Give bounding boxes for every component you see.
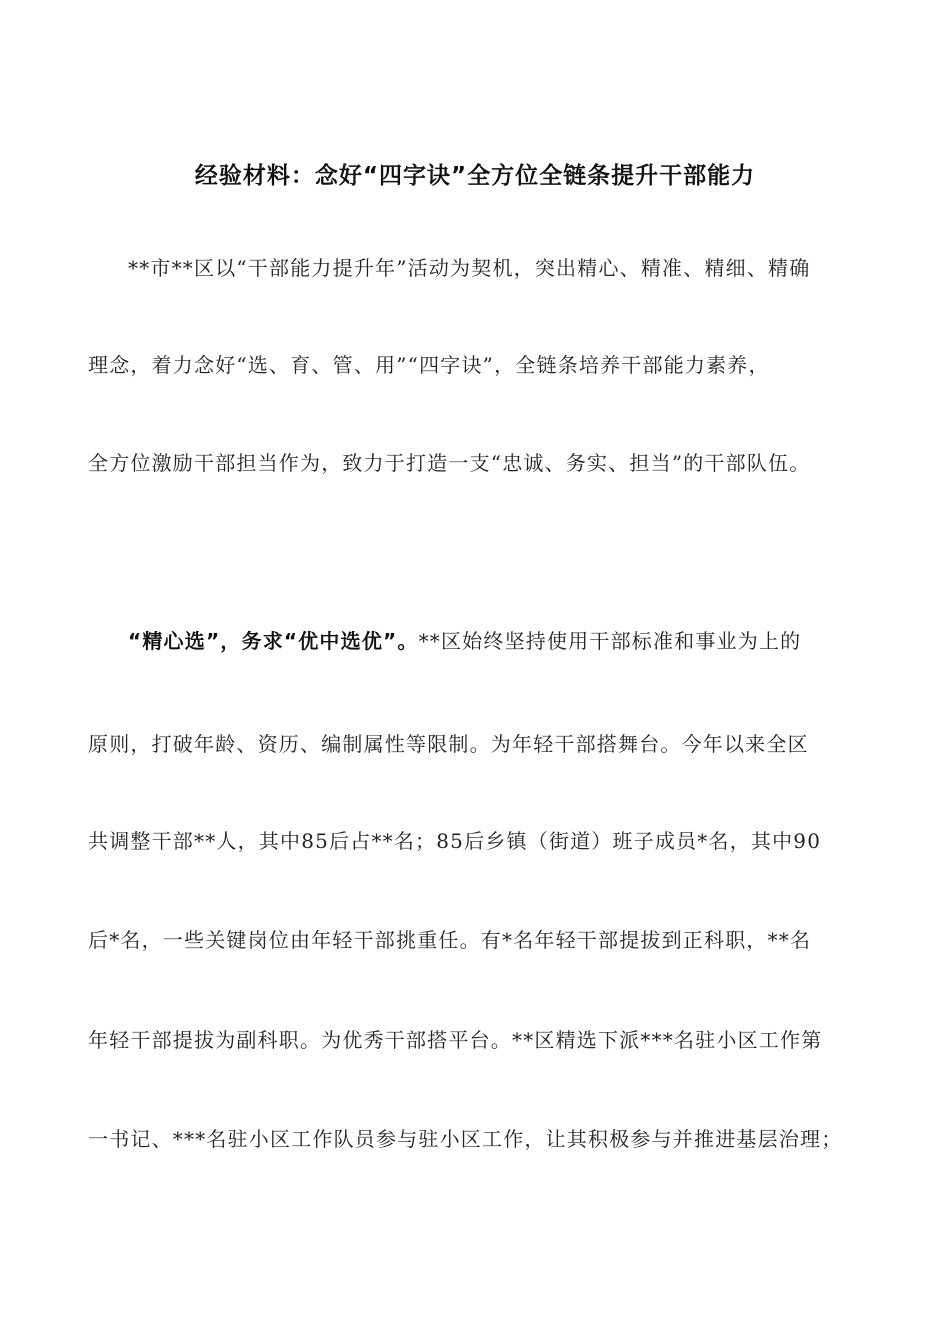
section1-line-4: 后*名，一些关键岗位由年轻干部挑重任。有*名年轻干部提拔到正科职，**名	[88, 928, 812, 952]
intro-line-2: 理念，着力念好“选、育、管、用”“四字诀”，全链条培养干部能力素养，	[88, 353, 770, 377]
intro-line-1: **市**区以“干部能力提升年”活动为契机，突出精心、精准、精细、精确	[128, 256, 811, 280]
section1-line-3: 共调整干部**人，其中85后占**名；85后乡镇（街道）班子成员*名，其中90	[88, 829, 822, 853]
section1-first-line	[128, 626, 878, 656]
section1-line-5: 年轻干部提拔为副科职。为优秀干部搭平台。**区精选下派***名驻小区工作第	[88, 1028, 823, 1052]
document-title: 经验材料：念好“四字诀”全方位全链条提升干部能力	[194, 163, 756, 189]
intro-line-3: 全方位激励干部担当作为，致力于打造一支“忠诚、务实、担当”的干部队伍。	[88, 451, 811, 475]
section1-first-line-text: **区始终坚持使用干部标准和事业为上的	[418, 629, 802, 653]
section1-line-2: 原则，打破年龄、资历、编制属性等限制。为年轻干部搭舞台。今年以来全区	[88, 732, 809, 756]
section1-line-6: 一书记、***名驻小区工作队员参与驻小区工作，让其积极参与并推进基层治理；	[88, 1127, 843, 1151]
section1-heading: “精心选”，务求“优中选优”。	[128, 629, 419, 653]
